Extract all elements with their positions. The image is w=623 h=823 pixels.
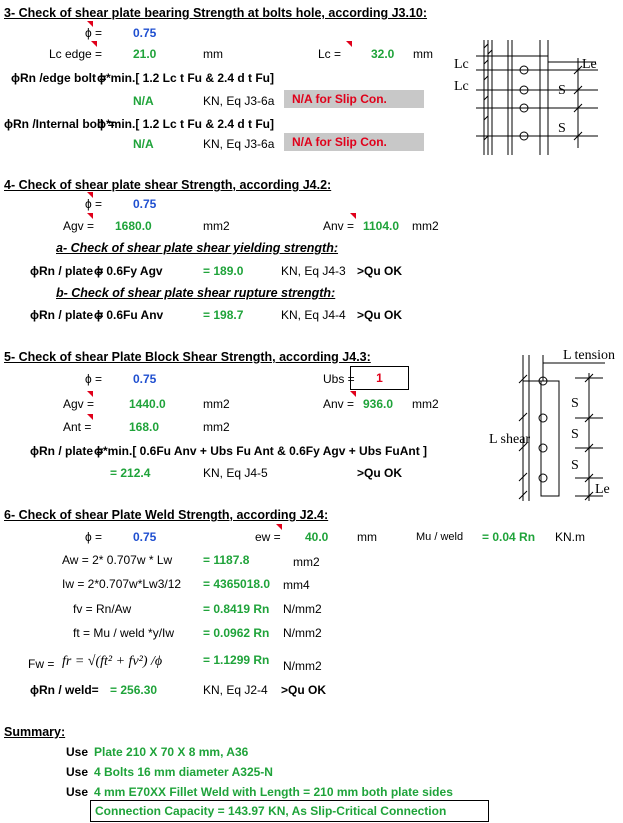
s5-agv-label: Agv = [63,397,95,411]
capacity-box [90,800,489,822]
s5-agv-value: 1440.0 [129,397,166,411]
s6-ew-unit: mm [357,530,377,544]
s3-phi-value: 0.75 [133,26,157,40]
s5-ref: KN, Eq J4-5 [203,466,268,480]
s5-ok: >Qu OK [357,466,403,480]
s6-fw-value: = 1.1299 Rn [203,653,270,667]
s3-edge-ref: KN, Eq J3-6a [203,94,275,108]
s3-lc-edge-value: 21.0 [133,47,157,61]
s6-aw-unit: mm2 [293,555,320,569]
s3-int-formula: ϕ*min.[ 1.2 Lc t Fu & 2.4 d t Fu] [97,117,275,131]
summary-use-1: Use [66,745,89,759]
fig-s1: S [558,83,566,98]
s3-int-ref: KN, Eq J3-6a [203,137,275,151]
s6-iw-value: = 4365018.0 [203,577,271,591]
s6-ft-label: ft = Mu / weld *y/Iw [73,626,175,640]
fig-s1: S [571,396,579,411]
s4-ya-ok: >Qu OK [357,264,403,278]
s4-anv-value: 1104.0 [363,219,400,233]
s6-iw-label: Iw = 2*0.707w*Lw3/12 [62,577,182,591]
s6-mu-label: Mu / weld [416,531,464,543]
s4-phi-value: 0.75 [133,197,157,211]
s6-rw-value: = 256.30 [110,683,158,697]
s3-edge-label: ϕRn /edge bolt = [11,71,107,85]
s6-fv-unit: N/mm2 [283,602,322,616]
s6-iw-unit: mm4 [283,578,310,592]
summary-weld: 4 mm E70XX Fillet Weld with Length = 210 mm both plate sides [94,785,453,799]
summary-title: Summary: [4,725,66,739]
fig-lc-bottom: Lc [454,79,469,94]
section5-title: 5- Check of shear Plate Block Shear Strength, according J4.3: [4,350,371,364]
s3-lc-edge-label: Lc edge = [49,47,103,61]
s3-int-value: N/A [133,137,154,151]
bolt-spacing-diagram [448,40,620,155]
comment-marker[interactable] [91,41,97,47]
s3-int-note: N/A for Slip Con. [284,133,424,151]
s5-formula-label: ϕRn / plate = [30,444,104,458]
s3-edge-note: N/A for Slip Con. [284,90,424,108]
s4-ya-ref: KN, Eq J4-3 [281,264,346,278]
section6-title: 6- Check of shear Plate Weld Strength, according J2.4: [4,508,329,522]
s5-anv-unit: mm2 [412,397,439,411]
fig-l-tension: L tension [563,348,615,363]
s4-ya-label: ϕRn / plate = [30,264,104,278]
s6-mu-unit: KN.m [555,530,585,544]
s3-int-label: ϕRn /Internal bolt = [4,117,115,131]
s4-rb-formula: ϕ 0.6Fu Anv [94,308,164,322]
s3-edge-formula: ϕ*min.[ 1.2 Lc t Fu & 2.4 d t Fu] [97,71,275,85]
s4-rb-ok: >Qu OK [357,308,403,322]
s5-ant-label: Ant = [63,420,92,434]
fig-le: Le [595,482,610,497]
s4-anv-label: Anv = [323,219,355,233]
s4-rb-label: ϕRn / plate = [30,308,104,322]
comment-marker[interactable] [87,414,93,420]
s4-rb-ref: KN, Eq J4-4 [281,308,346,322]
s3-lc-label: Lc = [318,47,342,61]
s6-fv-label: fv = Rn/Aw [73,602,132,616]
comment-marker[interactable] [87,21,93,27]
s4-ya-value: = 189.0 [203,264,244,278]
s6-phi-label: ϕ = [85,530,103,544]
s3-lc-unit: mm [413,47,433,61]
s6-rw-label: ϕRn / weld= [30,683,99,697]
comment-marker[interactable] [87,213,93,219]
section3-title: 3- Check of shear plate bearing Strength at bolts hole, according J3.10: [4,6,428,20]
s5-phi-value: 0.75 [133,372,157,386]
s4-sub-a: a- Check of shear plate shear yielding strength: [56,241,339,255]
comment-marker[interactable] [87,391,93,397]
summary-use-3: Use [66,785,89,799]
s3-lc-value: 32.0 [371,47,395,61]
s5-value: = 212.4 [110,466,151,480]
s5-ant-value: 168.0 [129,420,160,434]
summary-use-2: Use [66,765,89,779]
s4-ya-formula: ϕ 0.6Fy Agv [94,264,163,278]
s3-phi-label: ϕ = [85,26,103,40]
s4-rb-value: = 198.7 [203,308,244,322]
summary-plate: Plate 210 X 70 X 8 mm, A36 [94,745,249,759]
section4-title: 4- Check of shear plate shear Strength, according J4.2: [4,178,332,192]
s6-fw-label: Fw = [28,657,55,671]
s5-anv-label: Anv = [323,397,355,411]
s6-aw-label: Aw = 2* 0.707w * Lw [62,553,173,567]
s4-agv-unit: mm2 [203,219,230,233]
fig-s3: S [571,458,579,473]
s6-rw-ref: KN, Eq J2-4 [203,683,268,697]
s6-ft-unit: N/mm2 [283,626,322,640]
s5-ant-unit: mm2 [203,420,230,434]
fig-lc-top: Lc [454,57,469,72]
s6-ew-label: ew = [255,530,281,544]
s5-ubs-value: 1 [376,371,383,385]
s6-aw-value: = 1187.8 [203,553,250,567]
fig-l-shear: L shear [489,432,531,447]
s4-agv-label: Agv = [63,219,95,233]
s4-phi-label: ϕ = [85,197,103,211]
s5-ubs-label: Ubs = [323,372,355,386]
s4-anv-unit: mm2 [412,219,439,233]
s5-ubs-input[interactable] [350,366,409,390]
s5-anv-value: 936.0 [363,397,394,411]
s5-phi-label: ϕ = [85,372,103,386]
fig-s2: S [571,427,579,442]
s6-ft-value: = 0.0962 Rn [203,626,270,640]
fig-s2: S [558,121,566,136]
s6-fw-unit: N/mm2 [283,659,322,673]
comment-marker[interactable] [350,213,356,219]
summary-bolts: 4 Bolts 16 mm diameter A325-N [94,765,273,779]
comment-marker[interactable] [87,192,93,198]
comment-marker[interactable] [276,524,282,530]
s3-edge-value: N/A [133,94,154,108]
s6-phi-value: 0.75 [133,530,157,544]
s3-lc-edge-unit: mm [203,47,223,61]
s6-mu-value: = 0.04 Rn [482,530,536,544]
s4-sub-b: b- Check of shear plate shear rupture strength: [56,286,336,300]
s6-fv-value: = 0.8419 Rn [203,602,270,616]
summary-capacity: Connection Capacity = 143.97 KN, As Slip-Critical Connection [95,804,447,818]
s4-agv-value: 1680.0 [115,219,152,233]
s5-formula: ϕ*min.[ 0.6Fu Anv + Ubs Fu Ant & 0.6Fy Agv + Ubs FuAnt ] [94,444,428,458]
comment-marker[interactable] [346,41,352,47]
s6-fw-formula: fr = √(ft² + fv²) /ϕ [62,654,163,669]
s6-rw-ok: >Qu OK [281,683,327,697]
s5-agv-unit: mm2 [203,397,230,411]
block-shear-diagram [485,343,620,503]
s6-ew-value: 40.0 [305,530,329,544]
fig-le: Le [582,57,597,72]
comment-marker[interactable] [350,391,356,397]
